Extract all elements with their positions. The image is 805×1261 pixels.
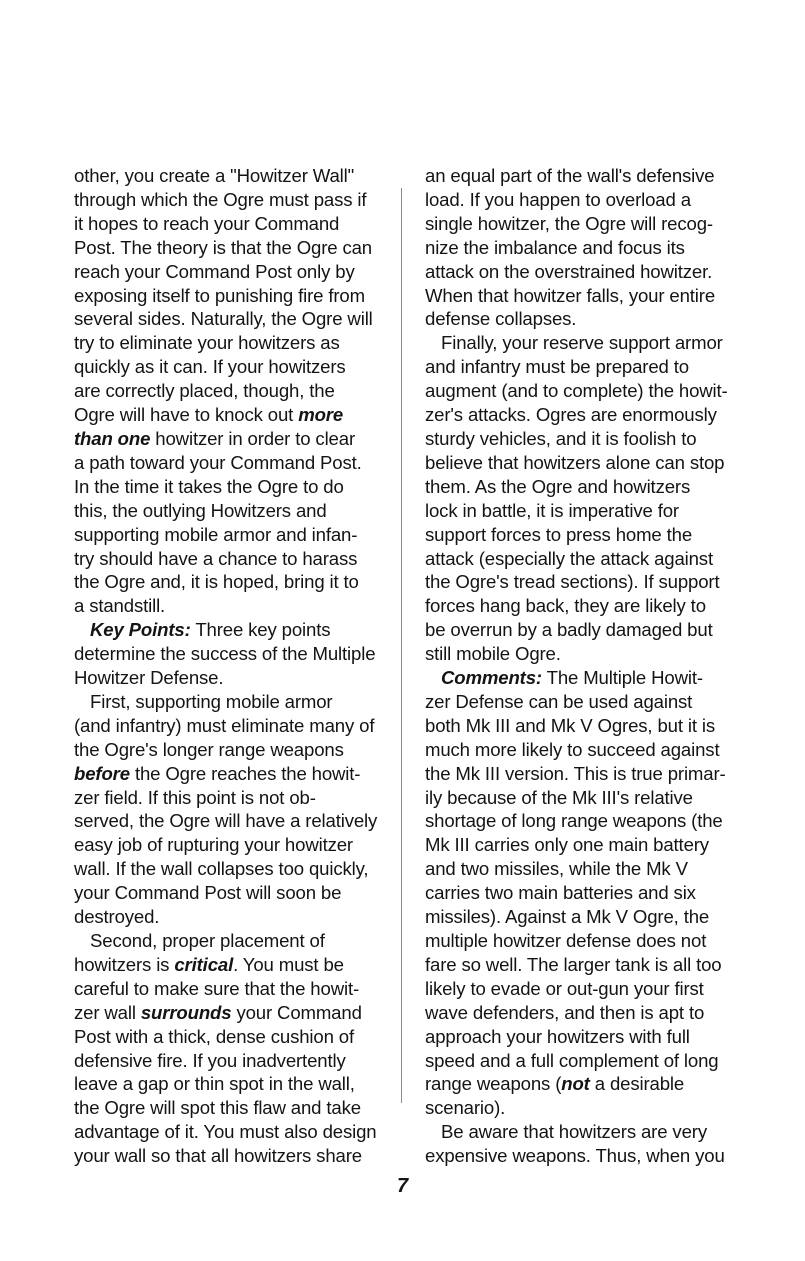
text-segment: Second, proper placement of: [90, 930, 325, 951]
text-line: [425, 1049, 737, 1073]
text-line: [425, 690, 737, 714]
text-segment: load. If you happen to overload a: [425, 188, 691, 210]
text-line: [425, 475, 737, 499]
text-segment: carries two main batteries and six: [425, 882, 696, 904]
text-segment: zer Defense can be used against: [425, 690, 693, 712]
text-line: [74, 786, 386, 810]
text-segment: be overrun by a badly damaged but: [425, 619, 713, 641]
text-line: [74, 188, 386, 212]
text-segment: served, the Ogre will have a relatively: [74, 810, 378, 832]
text-segment: determine the success of the Multiple: [74, 643, 376, 665]
text-line: [74, 1001, 386, 1025]
text-segment: missiles). Against a Mk V Ogre, the: [425, 906, 710, 928]
text-line: [74, 762, 386, 786]
text-segment: The Multiple Howit-: [541, 667, 703, 689]
text-line: [425, 1025, 737, 1049]
text-segment: destroyed.: [74, 906, 160, 928]
text-line: [74, 475, 386, 499]
text-segment: your wall so that all howitzers share: [74, 1145, 362, 1167]
text-line: [425, 212, 737, 236]
text-line: [74, 594, 386, 618]
text-line: [74, 690, 386, 714]
text-line: [425, 953, 737, 977]
text-line: [74, 451, 386, 475]
text-line: [425, 762, 737, 786]
text-line: [425, 164, 737, 188]
text-line: [425, 881, 737, 905]
text-line: [425, 523, 737, 547]
text-line: [74, 307, 386, 331]
text-line: [74, 857, 386, 881]
text-segment: zer field. If this point is not ob-: [74, 786, 316, 808]
emphasis-text: Key Points:: [90, 619, 191, 641]
text-segment: try should have a chance to harass: [74, 547, 358, 569]
text-segment: through which the Ogre must pass if: [74, 188, 367, 210]
text-line: [74, 1120, 386, 1144]
text-line: [74, 499, 386, 523]
text-segment: howitzer in order to clear: [150, 427, 355, 449]
text-segment: Howitzer Defense.: [74, 667, 224, 689]
text-line: [425, 236, 737, 260]
text-line: [74, 1072, 386, 1096]
text-segment: an equal part of the wall's defensive: [425, 165, 715, 186]
text-line: [425, 188, 737, 212]
text-segment: several sides. Naturally, the Ogre will: [74, 308, 373, 330]
text-line: [425, 1001, 737, 1025]
text-segment: careful to make sure that the howit-: [74, 977, 360, 999]
text-segment: this, the outlying Howitzers and: [74, 499, 327, 521]
text-line: [74, 570, 386, 594]
text-line: [74, 929, 386, 953]
text-line: [74, 379, 386, 403]
text-segment: Post. The theory is that the Ogre can: [74, 236, 372, 258]
text-segment: lock in battle, it is imperative for: [425, 499, 679, 521]
text-segment: and infantry must be prepared to: [425, 356, 689, 378]
text-line: [425, 857, 737, 881]
text-segment: augment (and to complete) the howit-: [425, 380, 728, 402]
text-segment: ily because of the Mk III's relative: [425, 786, 693, 808]
text-line: [425, 714, 737, 738]
text-line: [425, 1120, 737, 1144]
text-segment: the Mk III version. This is true primar-: [425, 762, 726, 784]
text-segment: are correctly placed, though, the: [74, 380, 335, 402]
text-line: [74, 1025, 386, 1049]
text-line: [425, 977, 737, 1001]
text-segment: easy job of rupturing your howitzer: [74, 834, 353, 856]
text-line: [74, 331, 386, 355]
text-line: [425, 307, 737, 331]
text-line: [74, 260, 386, 284]
text-line: [425, 547, 737, 571]
text-line: [425, 833, 737, 857]
text-segment: reach your Command Post only by: [74, 260, 355, 282]
text-segment: your Command Post will soon be: [74, 882, 342, 904]
text-line: [74, 714, 386, 738]
text-line: [425, 905, 737, 929]
text-line: [425, 403, 737, 427]
text-segment: fare so well. The larger tank is all too: [425, 953, 722, 975]
text-segment: the Ogre's tread sections). If support: [425, 571, 720, 593]
text-segment: . You must be: [233, 953, 344, 975]
text-segment: range weapons (: [425, 1073, 562, 1095]
text-line: [74, 547, 386, 571]
text-segment: Finally, your reserve support armor: [441, 332, 723, 354]
text-line: [425, 642, 737, 666]
text-line: [74, 523, 386, 547]
text-segment: speed and a full complement of long: [425, 1049, 719, 1071]
right-text-column: [425, 164, 737, 1168]
text-segment: (and infantry) must eliminate many of: [74, 714, 375, 736]
text-segment: the Ogre will spot this flaw and take: [74, 1097, 361, 1119]
text-line: [74, 164, 386, 188]
text-segment: Post with a thick, dense cushion of: [74, 1025, 355, 1047]
text-segment: expensive weapons. Thus, when you: [425, 1145, 725, 1167]
text-line: [74, 881, 386, 905]
text-segment: and two missiles, while the Mk V: [425, 858, 688, 880]
text-line: [74, 236, 386, 260]
text-segment: both Mk III and Mk V Ogres, but it is: [425, 714, 715, 736]
text-line: [425, 499, 737, 523]
text-line: [74, 666, 386, 690]
text-line: [425, 1096, 737, 1120]
text-segment: multiple howitzer defense does not: [425, 930, 707, 951]
text-segment: the Ogre's longer range weapons: [74, 738, 344, 760]
text-line: [74, 977, 386, 1001]
text-line: [425, 355, 737, 379]
text-segment: First, supporting mobile armor: [90, 690, 333, 712]
emphasis-text: more: [298, 404, 344, 426]
text-segment: them. As the Ogre and howitzers: [425, 475, 691, 497]
text-segment: try to eliminate your howitzers as: [74, 332, 340, 354]
text-segment: Ogre will have to knock out: [74, 404, 299, 426]
text-segment: shortage of long range weapons (the: [425, 810, 723, 832]
text-segment: leave a gap or thin spot in the wall,: [74, 1073, 355, 1095]
text-segment: forces hang back, they are likely to: [425, 595, 706, 617]
text-segment: wave defenders, and then is apt to: [425, 1001, 705, 1023]
text-segment: much more likely to succeed against: [425, 738, 720, 760]
text-segment: a desirable: [589, 1073, 685, 1095]
text-line: [74, 618, 386, 642]
emphasis-text: before: [74, 762, 130, 784]
text-segment: zer's attacks. Ogres are enormously: [425, 404, 717, 426]
emphasis-text: surrounds: [140, 1001, 232, 1023]
text-segment: single howitzer, the Ogre will recog-: [425, 212, 713, 234]
text-line: [425, 738, 737, 762]
text-segment: sturdy vehicles, and it is foolish to: [425, 427, 697, 449]
text-segment: supporting mobile armor and infan-: [74, 523, 358, 545]
text-segment: other, you create a "Howitzer Wall": [74, 165, 355, 186]
text-segment: Be aware that howitzers are very: [441, 1121, 707, 1143]
text-line: [425, 260, 737, 284]
text-line: [425, 451, 737, 475]
text-segment: a path toward your Command Post.: [74, 451, 362, 473]
text-line: [425, 1072, 737, 1096]
text-segment: approach your howitzers with full: [425, 1025, 690, 1047]
text-line: [425, 1144, 737, 1168]
text-line: [425, 618, 737, 642]
text-line: [74, 809, 386, 833]
text-line: [425, 786, 737, 810]
text-segment: nize the imbalance and focus its: [425, 236, 685, 258]
text-segment: attack (especially the attack against: [425, 547, 713, 569]
text-segment: zer wall: [74, 1001, 141, 1023]
text-line: [74, 427, 386, 451]
text-line: [74, 833, 386, 857]
text-segment: Mk III carries only one main battery: [425, 834, 709, 856]
text-line: [74, 642, 386, 666]
emphasis-text: Comments:: [441, 667, 542, 689]
page-number: 7: [396, 1175, 409, 1197]
text-segment: it hopes to reach your Command: [74, 212, 340, 234]
text-segment: believe that howitzers alone can stop: [425, 451, 725, 473]
emphasis-text: critical: [174, 953, 234, 975]
text-line: [425, 809, 737, 833]
text-line: [74, 212, 386, 236]
text-segment: advantage of it. You must also design: [74, 1121, 377, 1143]
text-segment: defense collapses.: [425, 308, 577, 330]
text-segment: likely to evade or out-gun your first: [425, 977, 704, 999]
text-line: [425, 666, 737, 690]
emphasis-text: than one: [74, 427, 151, 449]
text-line: [74, 355, 386, 379]
text-segment: defensive fire. If you inadvertently: [74, 1049, 346, 1071]
text-segment: exposing itself to punishing fire from: [74, 284, 365, 306]
text-line: [425, 331, 737, 355]
text-line: [74, 953, 386, 977]
text-segment: howitzers is: [74, 953, 175, 975]
text-line: [74, 905, 386, 929]
text-line: [74, 284, 386, 308]
text-segment: quickly as it can. If your howitzers: [74, 356, 346, 378]
text-line: [425, 929, 737, 953]
text-segment: attack on the overstrained howitzer.: [425, 260, 713, 282]
text-segment: support forces to press home the: [425, 523, 693, 545]
text-segment: still mobile Ogre.: [425, 643, 561, 665]
text-line: [74, 738, 386, 762]
text-segment: When that howitzer falls, your entire: [425, 284, 716, 306]
text-segment: Three key points: [190, 619, 331, 641]
text-line: [425, 427, 737, 451]
text-line: [425, 284, 737, 308]
text-segment: your Command: [231, 1001, 362, 1023]
text-segment: wall. If the wall collapses too quickly,: [74, 858, 369, 880]
text-line: [74, 1049, 386, 1073]
left-text-column: [74, 164, 386, 1168]
text-line: [74, 1144, 386, 1168]
text-line: [425, 379, 737, 403]
text-line: [425, 570, 737, 594]
text-segment: the Ogre reaches the howit-: [129, 762, 361, 784]
text-line: [74, 403, 386, 427]
text-line: [425, 594, 737, 618]
text-segment: the Ogre and, it is hoped, bring it to: [74, 571, 359, 593]
column-divider: [401, 188, 402, 1103]
emphasis-text: not: [561, 1073, 590, 1095]
text-segment: scenario).: [425, 1097, 506, 1119]
text-segment: a standstill.: [74, 595, 166, 617]
text-line: [74, 1096, 386, 1120]
text-segment: In the time it takes the Ogre to do: [74, 475, 344, 497]
